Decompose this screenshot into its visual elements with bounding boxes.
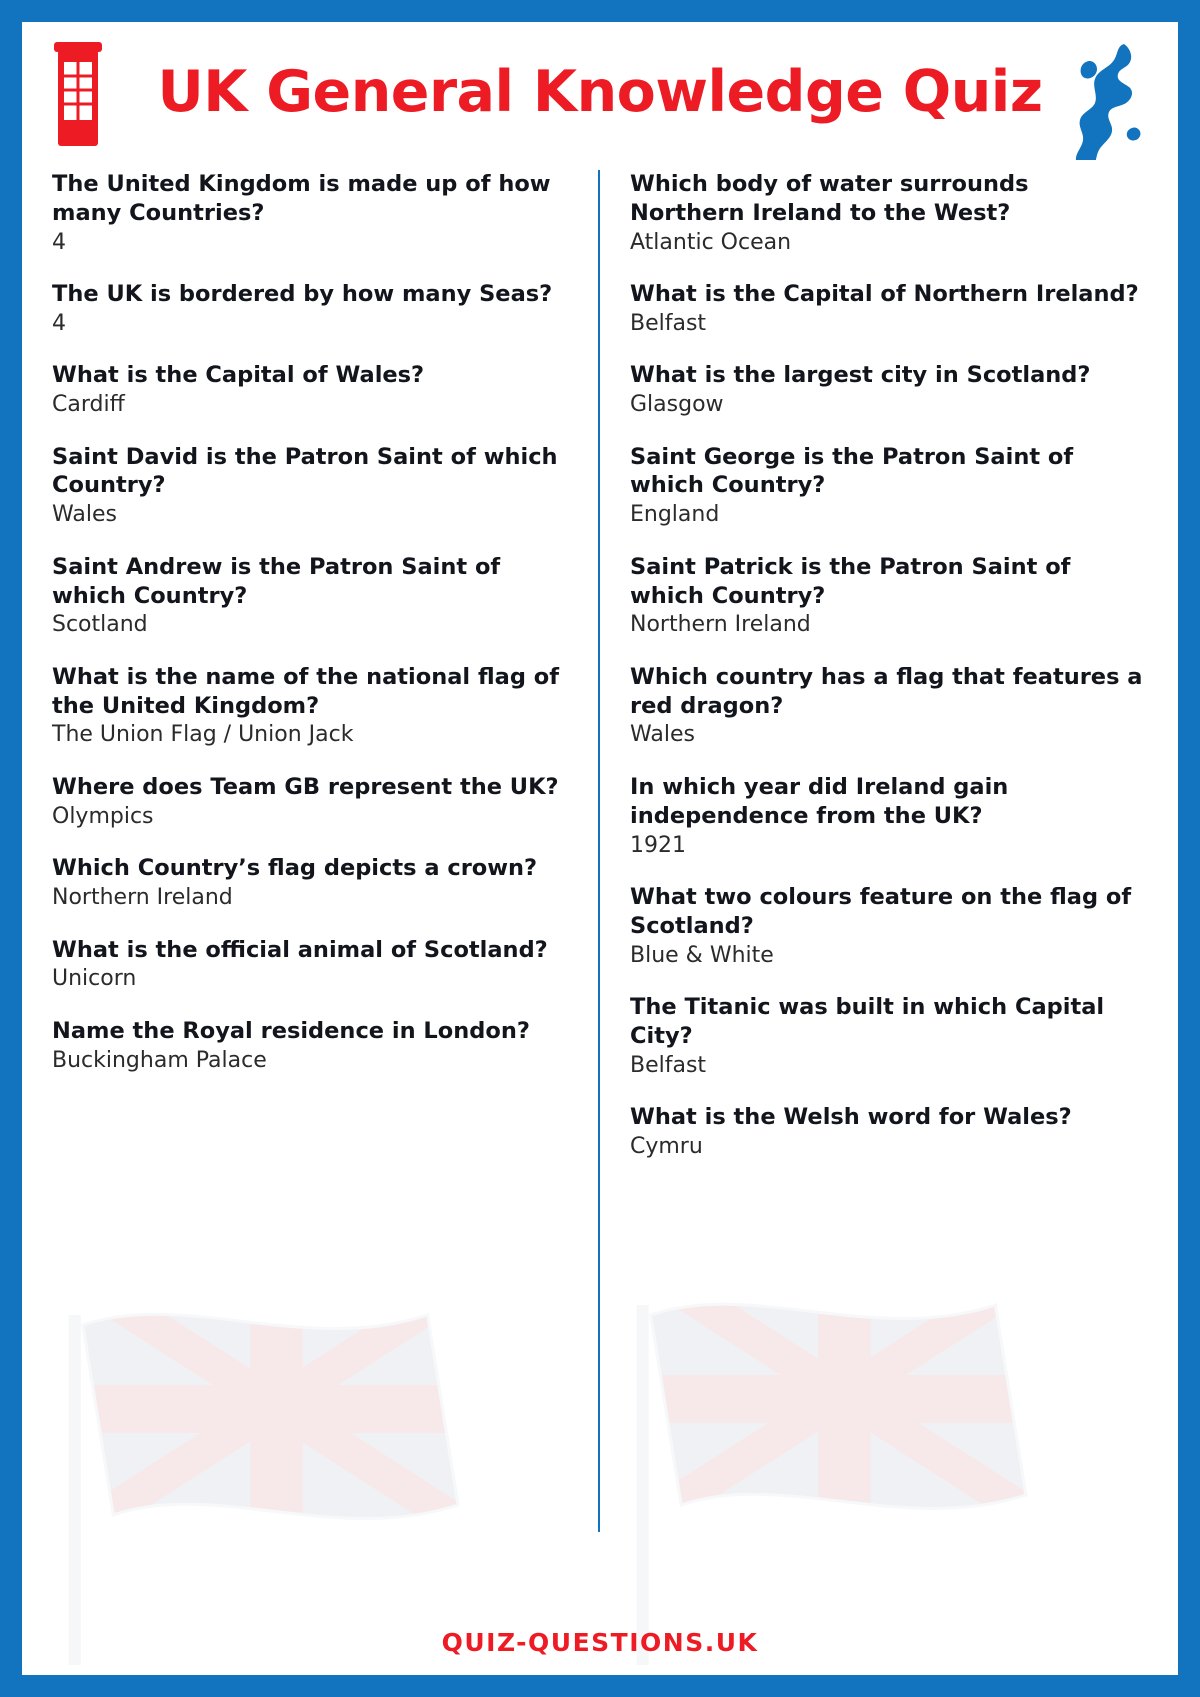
answer-text: Glasgow [630, 392, 724, 418]
question-text: The UK is bordered by how many Seas? [52, 281, 553, 308]
qa-item [630, 361, 1148, 418]
qa-item [630, 883, 1148, 969]
question-text: The Titanic was built in which Capital City? [630, 994, 1105, 1049]
answer-text: Northern Ireland [630, 612, 811, 638]
question-text: Name the Royal residence in London? [52, 1017, 530, 1044]
quiz-column-right [600, 170, 1148, 1532]
qa-item [630, 280, 1148, 337]
qa-item [630, 1103, 1148, 1160]
answer-text: Atlantic Ocean [630, 229, 792, 255]
qa-item [630, 663, 1148, 749]
quiz-sheet [22, 22, 1178, 1675]
quiz-column-left [52, 170, 600, 1532]
qa-item [52, 361, 568, 418]
page-footer [22, 1628, 1178, 1657]
answer-text: 4 [52, 229, 66, 255]
qa-item [52, 663, 568, 749]
answer-text: 4 [52, 310, 66, 336]
qa-item [52, 1017, 568, 1074]
answer-text: Olympics [52, 803, 154, 829]
qa-item [52, 443, 568, 529]
answer-text: Scotland [52, 612, 148, 638]
answer-text: The Union Flag / Union Jack [52, 722, 354, 748]
uk-map-icon [1070, 42, 1156, 160]
red-telephone-box-icon [52, 40, 104, 152]
answer-text: 1921 [630, 832, 686, 858]
answer-text: Belfast [630, 310, 707, 336]
question-text: Which body of water surrounds Northern Ireland to the West? [630, 171, 1029, 226]
answer-text: Cardiff [52, 392, 125, 418]
page-title: UK General Knowledge Quiz [157, 59, 1043, 125]
qa-item [630, 443, 1148, 529]
qa-item [52, 280, 568, 337]
qa-item [52, 936, 568, 993]
answer-text: Unicorn [52, 966, 137, 992]
question-text: What is the name of the national flag of the United Kingdom? [52, 663, 560, 719]
answer-text: Blue & White [630, 942, 774, 968]
qa-item [52, 854, 568, 911]
question-text: What two colours feature on the flag of Scotland? [630, 884, 1132, 939]
answer-text: Northern Ireland [52, 885, 233, 911]
site-url[interactable]: QUIZ-QUESTIONS.UK [441, 1628, 759, 1657]
answer-text: England [630, 502, 720, 528]
question-text: In which year did Ireland gain independence from the UK? [630, 773, 1009, 829]
question-text: Saint George is the Patron Saint of which Country? [630, 443, 1074, 499]
question-text: Saint David is the Patron Saint of which Country? [52, 443, 558, 499]
question-text: Saint Andrew is the Patron Saint of which Country? [52, 553, 501, 609]
qa-item [630, 170, 1148, 256]
question-text: Saint Patrick is the Patron Saint of which Country? [630, 553, 1071, 609]
question-text: The United Kingdom is made up of how many Countries? [52, 171, 551, 226]
page-header [22, 22, 1178, 162]
qa-item [52, 553, 568, 639]
qa-item [52, 170, 568, 256]
answer-text: Belfast [630, 1052, 707, 1078]
qa-item [630, 773, 1148, 859]
qa-item [630, 993, 1148, 1079]
answer-text: Wales [630, 722, 695, 748]
question-text: What is the official animal of Scotland? [52, 936, 548, 963]
answer-text: Buckingham Palace [52, 1047, 267, 1073]
question-text: What is the largest city in Scotland? [630, 362, 1091, 389]
question-text: What is the Welsh word for Wales? [630, 1104, 1072, 1131]
question-text: What is the Capital of Wales? [52, 362, 425, 389]
qa-item [630, 553, 1148, 639]
qa-item [52, 773, 568, 830]
question-text: Which country has a flag that features a red dragon? [630, 663, 1143, 719]
answer-text: Wales [52, 502, 117, 528]
question-text: Which Country’s flag depicts a crown? [52, 855, 538, 882]
question-text: What is the Capital of Northern Ireland? [630, 281, 1139, 308]
quiz-columns [22, 162, 1178, 1532]
question-text: Where does Team GB represent the UK? [52, 773, 559, 800]
answer-text: Cymru [630, 1134, 703, 1160]
